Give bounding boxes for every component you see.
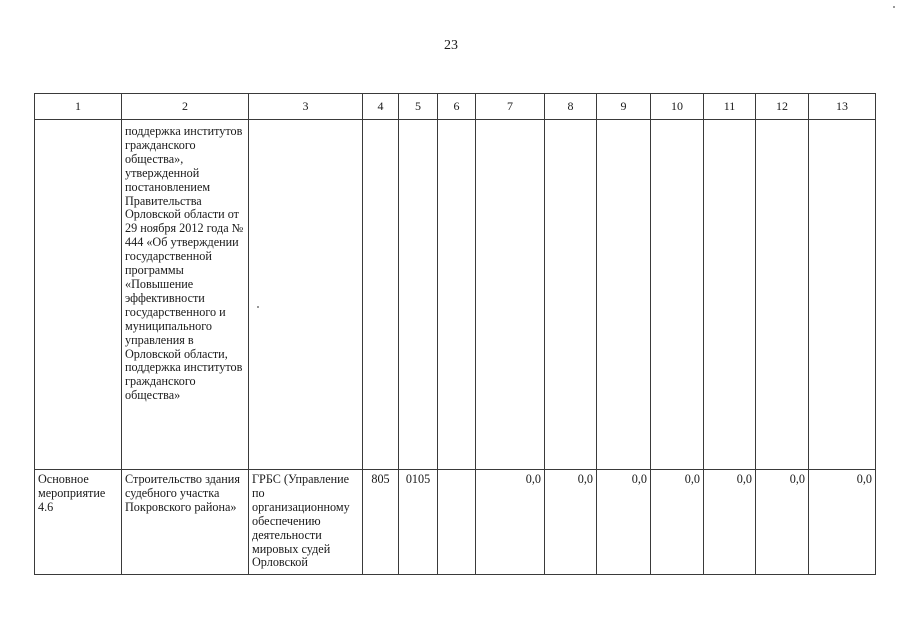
table-cell [249,120,363,470]
table-cell [399,120,438,470]
column-number-row [35,94,876,120]
table-cell [476,120,545,470]
table-cell [545,120,597,470]
table-cell [363,120,399,470]
column-number: 10 [651,94,704,120]
table-cell [597,120,651,470]
table-cell [35,120,122,470]
table-cell [704,120,756,470]
column-number: 12 [756,94,809,120]
column-number: 4 [363,94,399,120]
column-number: 7 [476,94,545,120]
table-cell [809,120,876,470]
responsible-cell: ГРБС (Управление по организационному обеспечению деятельности мировых судей Орловской [249,470,363,575]
amount-cell: 0,0 [704,470,756,575]
column-number: 5 [399,94,438,120]
scan-speck [257,306,259,308]
amount-cell: 0,0 [597,470,651,575]
grbs-code-cell: 805 [363,470,399,575]
scan-speck [893,6,895,8]
table-cell [756,120,809,470]
table-row [35,470,876,575]
program-table [34,93,876,575]
program-description-cell: поддержка институтов гражданского общества», утвержденной постановлением Правительства Орловской области от 29 ноября 2012 года № 444 «Об утверждении государственной программы «Повышение эффективности государственного и муниципального управления в Орловской области, поддержка институтов гражданского общества» [122,120,249,470]
table-cell [651,120,704,470]
page-number: 23 [444,38,458,53]
measure-name-cell: Строительство здания судебного участка Покровского района» [122,470,249,575]
column-number: 13 [809,94,876,120]
table-cell [438,120,476,470]
column-number: 8 [545,94,597,120]
amount-cell: 0,0 [651,470,704,575]
column-number: 2 [122,94,249,120]
section-code-cell: 0105 [399,470,438,575]
column-number: 1 [35,94,122,120]
amount-cell: 0,0 [809,470,876,575]
column-number: 11 [704,94,756,120]
table-row [35,120,876,470]
column-number: 9 [597,94,651,120]
table-cell [438,470,476,575]
column-number: 6 [438,94,476,120]
column-number: 3 [249,94,363,120]
amount-cell: 0,0 [476,470,545,575]
amount-cell: 0,0 [756,470,809,575]
amount-cell: 0,0 [545,470,597,575]
measure-title-cell: Основное мероприятие 4.6 [35,470,122,575]
